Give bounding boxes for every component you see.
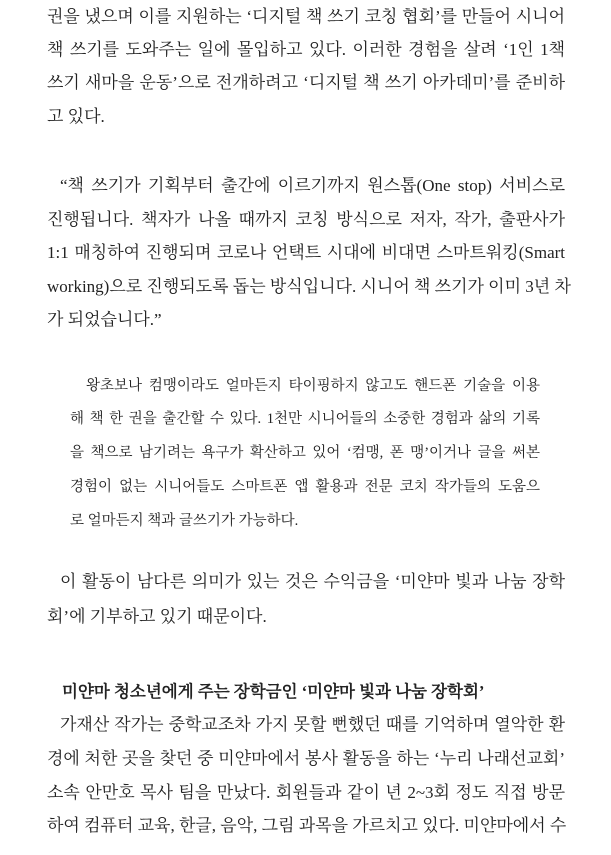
quote-line: 진행됩니다. 책자가 나올 때까지 코칭 방식으로 저자, 작가, 출판사가	[47, 210, 565, 229]
text-line: 가재산 작가는 중학교조차 가지 못할 뻔했던 때를 기억하며 열악한 환	[60, 715, 565, 734]
quote-line: 1:1 매칭하여 진행되며 코로나 언택트 시대에 비대면 스마트워킹(Smart	[47, 243, 565, 262]
text-line: 책 쓰기를 도와주는 일에 몰입하고 있다. 이러한 경험을 살려 ‘1인 1책	[47, 40, 565, 59]
text-line: 경에 처한 곳을 찾던 중 미얀마에서 봉사 활동을 하는 ‘누리 나래선교회’	[47, 749, 565, 768]
inset-line: 왕초보나 컴맹이라도 얼마든지 타이핑하지 않고도 핸드폰 기술을 이용	[86, 378, 540, 394]
text-line: 쓰기 새마을 운동’으로 전개하려고 ‘디지털 책 쓰기 아카데미’를 준비하	[47, 73, 565, 92]
quote-line: 가 되었습니다.”	[47, 310, 162, 329]
inset-line: 로 얼마든지 책과 글쓰기가 가능하다.	[70, 513, 299, 529]
quote-line: working)으로 진행되도록 돕는 방식입니다. 시니어 책 쓰기가 이미 3년 차	[47, 277, 571, 296]
inset-line: 해 책 한 권을 출간할 수 있다. 1천만 시니어들의 소중한 경험과 삶의 기록	[70, 411, 540, 427]
section-heading: 미얀마 청소년에게 주는 장학금인 ‘미얀마 빛과 나눔 장학회’	[62, 682, 485, 701]
text-line: 하여 컴퓨터 교육, 한글, 음악, 그림 과목을 가르치고 있다. 미얀마에서 수	[47, 816, 567, 835]
text-line: 소속 안만호 목사 팀을 만났다. 회원들과 같이 년 2~3회 정도 직접 방문	[47, 783, 565, 802]
inset-line: 을 책으로 남기려는 욕구가 확산하고 있어 ‘컴맹, 폰 맹’이거나 글을 써본	[70, 445, 540, 461]
quote-line: “책 쓰기가 기획부터 출간에 이르기까지 원스톱(One stop) 서비스로	[60, 176, 565, 195]
text-line: 권을 냈으며 이를 지원하는 ‘디지털 책 쓰기 코칭 협회’를 만들어 시니어	[47, 7, 565, 26]
text-line: 고 있다.	[47, 107, 105, 126]
inset-line: 경험이 없는 시니어들도 스마트폰 앱 활용과 전문 코치 작가들의 도움으	[70, 479, 540, 495]
text-line: 이 활동이 남다른 의미가 있는 것은 수익금을 ‘미얀마 빛과 나눔 장학	[60, 572, 565, 591]
text-line: 회’에 기부하고 있기 때문이다.	[47, 607, 267, 626]
